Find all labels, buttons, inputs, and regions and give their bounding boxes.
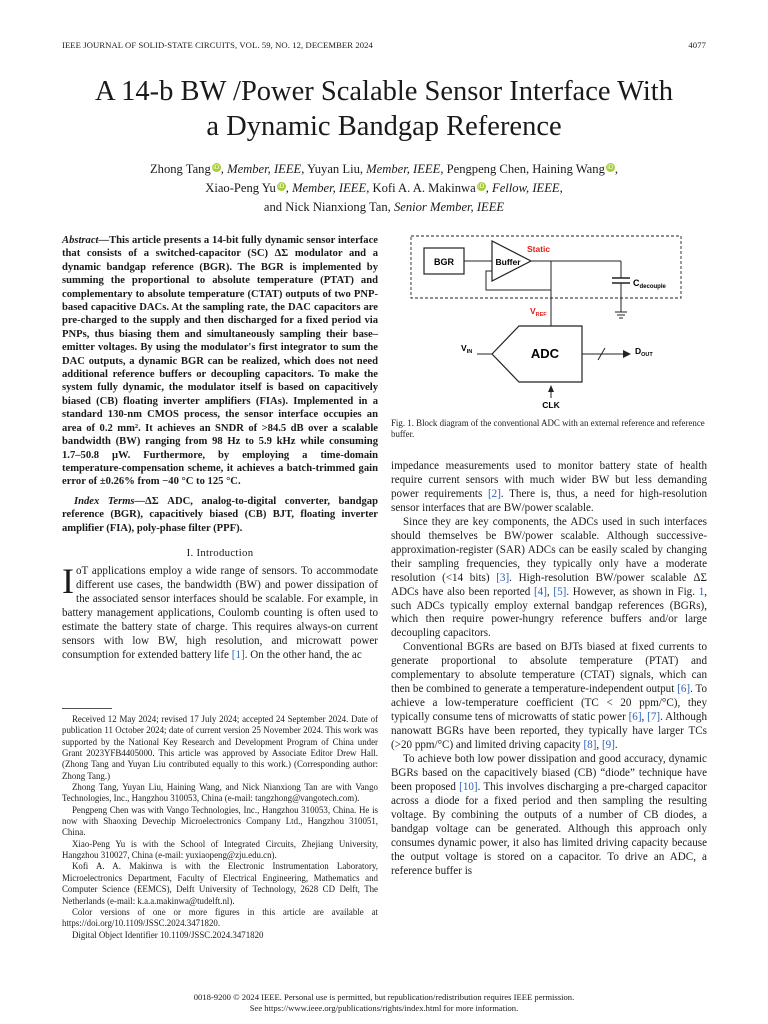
vref-label: $V_{REF}$ [530,306,547,318]
vin-label: $V_{IN}$ [461,343,473,355]
running-header-journal: IEEE JOURNAL OF SOLID-STATE CIRCUITS, VOL. 59, NO. 12, DECEMBER 2024 [62,40,373,50]
author-name: , Yuyan Liu, [301,162,367,176]
body-text: Since they are key components, the ADCs used in such interfaces should themselves be BW/power scalable. Although successive-approximation-register (SAR) ADCs can be easily scaled by changing their sampling frequencies, they typically only have a moderate resolution (<14 bits) [391,515,707,584]
citation-link[interactable]: [10] [459,780,478,793]
body-text: . There is, thus, a need for high-resolution sensor interfaces that are BW/power scalable. [391,487,707,514]
abstract [62,234,378,489]
body-text: impedance measurements used to monitor battery state of health require current sensors with much wider BW but less demanding power requirements [391,460,707,500]
body-paragraph [391,753,707,879]
dout-label: $D_{OUT}$ [635,346,653,358]
body-text: Conventional BGRs are based on BJTs biased at fixed currents to generate proportional to absolute temperature (PTAT) and complementary to absolute temperature (CTAT) signals, which can then be combined to generate a temperature-independent output [391,641,707,696]
body-text: , such ADCs typically employ external bandgap references (BGRs), which then require power-hungry reference buffers and/or large decoupling capacitors. [391,585,708,640]
right-column [391,460,707,879]
author-name: Xiao-Peng Yu [205,181,276,195]
title-line-2: a Dynamic Bandgap Reference [206,111,562,142]
paper-title [40,74,728,144]
citation-link[interactable]: [4] [533,585,547,598]
footnote-affiliation: Xiao-Peng Yu is with the School of Integrated Circuits, Zhejiang University, Hangzhou 310027, China (e-mail: yuxiaopeng@zju.edu.cn). [62,838,378,861]
abstract-text: This article presents a 14-bit fully dynamic sensor interface that consists of a switched-capacitor (SC) ΔΣ modulator and a dynamic bandgap reference (BGR). The BGR is implemented by summing the proportional to absolute temperature (PTAT) and complementary to absolute temperature (CTAT) outputs of two PNP-based capacitive DACs. At the sampling rate, the DAC capacitors are pre-charged to the supply and then discharged for a fixed period via PNPs, thus biasing them and simultaneously sampling their base–emitter voltages. By using the modulator's first integrator to sum the DAC outputs, a dynamic BGR can be realized, which does not need additional reference buffers or decoupling capacitors. To make the system fully dynamic, the modulator itself is based on capacitively biased (CB) floating inverter amplifiers (FIAs). Implemented in a standard 130-nm CMOS process, the sensor interface occupies an area of 0.2 mm². It achieves an SNDR of >84.5 dB over a scalable bandwidth (BW) ranging from 98 Hz to 5.9 kHz while consuming 1.7–50.8 μW. Furthermore, by employing a time-domain temperature-compensation scheme, it achieves a batch-trimmed gain error of ±0.26% from −40 °C to 125 °C. [62,235,378,488]
citation-link[interactable]: [9] [601,739,615,752]
author-role: Senior Member, IEEE [393,200,505,214]
adc-label: ADC [530,346,560,361]
citation-link[interactable]: [2] [487,487,501,500]
author-line-1 [40,160,728,179]
footnote-received: Received 12 May 2024; revised 17 July 2024; accepted 24 September 2024. Date of publication 11 October 2024; date of current version 25 November 2024. This work was supported by the National Key Research and Development Program of China under Grant 2023YFB4405000. This article was approved by Associate Editor Drew Hall. (Zhong Tang and Yuyan Liu contributed equally to this work.) (Corresponding author: Zhong Tang.) [62,714,378,781]
intro-text: . On the other hand, the ac [244,648,362,661]
figure-link[interactable]: 1 [698,585,705,598]
punctuation: , [559,181,563,195]
buffer-label: Buffer [495,257,521,267]
author-name: , Kofi A. A. Makinwa [366,181,476,195]
body-text: , [596,739,602,752]
orcid-icon[interactable]: iD [607,164,614,171]
copyright-footer [40,992,728,1014]
body-paragraph [391,460,707,516]
figure-1-block-diagram [389,228,709,413]
bgr-label: BGR [434,257,454,267]
body-text: . High-resolution BW/power scalable ΔΣ ADCs have also been reported [391,571,707,598]
citation-link[interactable]: [8] [583,739,597,752]
footnote-affiliation: Pengpeng Chen was with Vango Technologies, Inc., Hangzhou 310053, China. He is now with Shaoxing Devechip Microelectronics Company Ltd., Hangzhou 310051, China. [62,804,378,838]
body-text: . To achieve a low-temperature coefficient (TC < 20 ppm/°C), they typically consume tens of microwatts of static power [391,683,707,724]
author-list [40,160,728,217]
copyright-line: 0018-9200 © 2024 IEEE. Personal use is permitted, but republication/redistribution requires IEEE permission. [193,992,575,1002]
author-role: Member, IEEE [366,162,441,176]
clk-label: CLK [542,400,560,410]
orcid-icon[interactable]: iD [278,183,285,190]
author-line-2 [40,179,728,198]
orcid-icon[interactable]: iD [478,183,485,190]
drop-cap: I [62,560,74,601]
abstract-label: Abstract— [62,235,110,246]
body-text: . This involves discharging a pre-charged capacitor across a diode for a fixed period and then sampling the resulting voltage. By combining the outputs of a number of CB diodes, a bandgap voltage can be generated. Although this approach only consumes dynamic power, it also has limited driving capacity because the output voltage is stored on a capacitor. To drive an ADC, a reference buffer is [391,780,707,877]
index-terms [62,495,378,535]
body-text: . [614,739,618,752]
body-text: . However, as shown in Fig. [566,585,699,598]
body-text: , [546,585,554,598]
intro-text: oT applications employ a wide range of sensors. To accommodate different use cases, the bandwidth (BW) and power dissipation of the associated sensor interfaces should be scalable. For example, in battery management applications, Coulomb counting is often used to estimate the battery state of charge. This requires always-on current sensors with low BW, high resolution, and microwatt power consumption for extended battery life [62,564,378,661]
figure-1-caption: Fig. 1. Block diagram of the conventional ADC with an external reference and reference buffer. [391,418,705,440]
footnotes [62,714,378,941]
cdecouple-label: $C_{decouple}$ [633,278,666,290]
body-paragraph [391,516,707,642]
punctuation: , [614,162,619,176]
page-number: 4077 [688,40,706,50]
body-text: , [641,711,648,724]
author-line-3 [40,198,728,217]
rights-link-line[interactable]: See https://www.ieee.org/publications/rights/index.html for more information. [249,1003,519,1013]
author-role: , Member, IEEE [220,162,302,176]
citation-link[interactable]: [7] [647,711,661,724]
static-label: Static [527,244,551,254]
author-name: , Pengpeng Chen, Haining Wang [440,162,605,176]
body-text: To achieve both low power dissipation and good accuracy, dynamic BGRs based on the capacitively biased (CB) “diode” technique have been proposed [391,753,707,793]
footnote-affiliation: Zhong Tang, Yuyan Liu, Haining Wang, and Nick Nianxiong Tan are with Vango Technologies, Inc., Hangzhou 310053, China (e-mail: tangzhong@vangotech.com). [62,782,378,804]
footnote-color-versions: Color versions of one or more figures in this article are available at https://doi.org/10.1109/JSSC.2024.3471820. [62,906,378,929]
section-heading-introduction: I. Introduction [186,546,254,559]
clk-arrow-icon [548,385,554,392]
index-terms-text: ΔΣ ADC, analog-to-digital converter, bandgap reference (BGR), capacitively biased (CB) BJT, floating inverter amplifier (FIA), poly-phase filter (PPF). [62,495,378,534]
footnote-rule [62,708,112,709]
citation-link[interactable]: [5] [553,585,567,598]
author-name: Zhong Tang [149,162,211,176]
author-name: and Nick Nianxiong Tan, [263,200,394,214]
citation-link[interactable]: [6] [628,711,642,724]
citation-link[interactable]: [6] [677,683,691,696]
citation-link[interactable]: [3] [496,571,510,584]
dout-arrow-icon [623,350,631,358]
index-terms-label: Index Terms— [74,495,146,507]
citation-link[interactable]: [1] [231,648,245,661]
footnote-affiliation: Kofi A. A. Makinwa is with the Electronic Instrumentation Laboratory, Microelectronics Department, Faculty of Electrical Engineering, Mathematics and Computer Science (EEMCS), Delft University of Technology, 2628 CD Delft, The Netherlands (e-mail: k.a.a.makinwa@tudelft.nl). [62,861,378,906]
author-role: , Fellow, IEEE [485,181,560,195]
author-role: , Member, IEEE [285,181,367,195]
footnote-doi: Digital Object Identifier 10.1109/JSSC.2024.3471820 [72,929,264,940]
body-paragraph [391,641,707,753]
body-text: . Although nanowatt BGRs have been reported, they typically have larger TCs (>20 ppm/°C) and limited driving capacity [391,711,707,752]
left-column [62,234,378,663]
title-line-1: A 14-b BW /Power Scalable Sensor Interface With [95,76,673,107]
intro-paragraph [62,560,378,663]
orcid-icon[interactable]: iD [213,164,220,171]
